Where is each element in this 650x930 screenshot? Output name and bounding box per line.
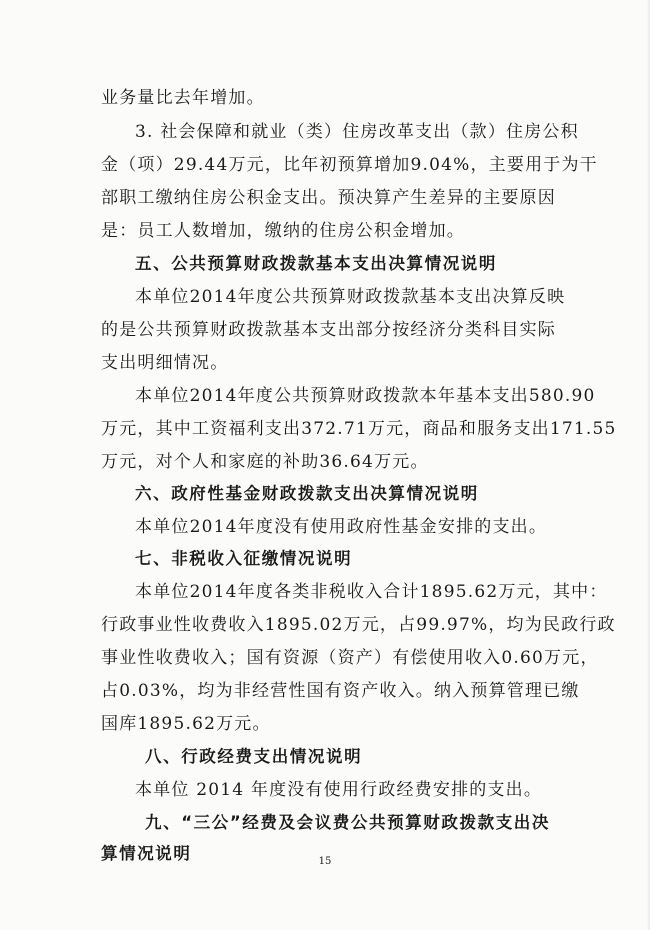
- paragraph-line: 本单位 2014 年度没有使用行政经费安排的支出。: [135, 780, 543, 800]
- section-heading: 九、“三公”经费及会议费公共预算财政拨款支出决: [145, 813, 550, 832]
- section-heading: 五、公共预算财政拨款基本支出决算情况说明: [135, 254, 497, 273]
- paragraph-line: 业务量比去年增加。: [101, 88, 265, 108]
- paragraph-line: 本单位2014年度公共预算财政拨款本年基本支出580.90: [135, 386, 596, 406]
- page-number: 15: [318, 856, 332, 867]
- paragraph-line: 部职工缴纳住房公积金支出。预决算产生差异的主要原因: [101, 188, 556, 208]
- paragraph-line: 金（项）29.44万元，比年初预算增加9.04%，主要用于为干: [101, 155, 598, 175]
- paragraph-line: 本单位2014年度公共预算财政拨款基本支出决算反映: [135, 287, 566, 307]
- paragraph-line: 的是公共预算财政拨款基本支出部分按经济分类科目实际: [101, 320, 556, 340]
- section-heading: 八、行政经费支出情况说明: [145, 747, 363, 766]
- paragraph-line: 占0.03%，均为非经营性国有资产收入。纳入预算管理已缴: [101, 681, 580, 701]
- paragraph-line: 是：员工人数增加，缴纳的住房公积金增加。: [101, 221, 465, 241]
- paragraph-line: 本单位2014年度各类非税收入合计1895.62万元，其中：: [135, 582, 608, 602]
- paragraph-line: 万元，对个人和家庭的补助36.64万元。: [101, 452, 429, 472]
- paragraph-line: 事业性收费收入；国有资源（资产）有偿使用收入0.60万元，: [101, 648, 599, 668]
- paragraph-line: 国库1895.62万元。: [101, 714, 271, 734]
- paragraph-line: 本单位2014年度没有使用政府性基金安排的支出。: [135, 517, 548, 537]
- paragraph-line: 3. 社会保障和就业（类）住房改革支出（款）住房公积: [135, 122, 579, 142]
- section-heading: 七、非税收入征缴情况说明: [135, 549, 353, 568]
- paragraph-line: 行政事业性收费收入1895.02万元，占99.97%，均为民政行政: [101, 615, 616, 635]
- paragraph-line: 万元，其中工资福利支出372.71万元，商品和服务支出171.55: [101, 419, 617, 439]
- section-heading: 六、政府性基金财政拨款支出决算情况说明: [135, 484, 479, 503]
- paragraph-line: 支出明细情况。: [101, 353, 229, 373]
- section-heading: 算情况说明: [101, 844, 192, 863]
